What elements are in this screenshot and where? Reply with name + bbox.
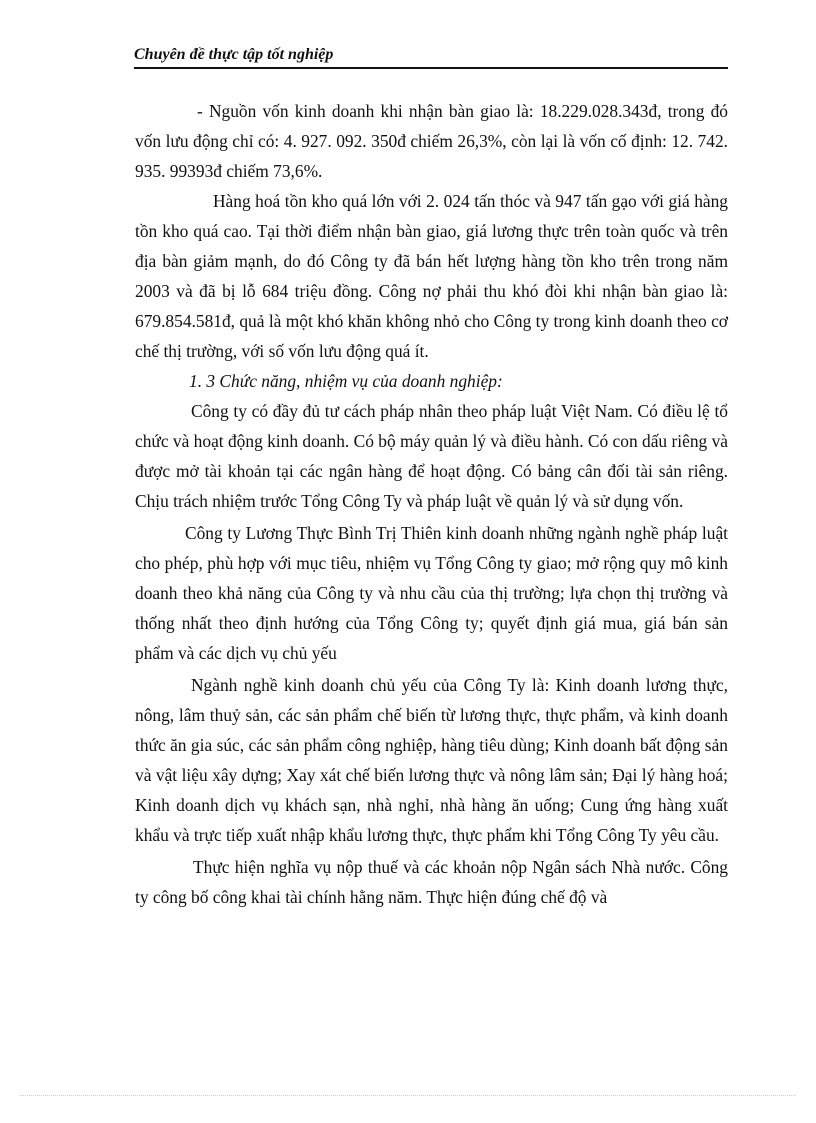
- paragraph-business-scope: Công ty Lương Thực Bình Trị Thiên kinh doanh những ngành nghề pháp luật cho phép, phù hợp với mục tiêu, nhiệm vụ Tổng Công ty giao; mở rộng quy mô kinh doanh theo khả năng của Công ty và nhu cầu của thị trường; lựa chọn thị trường và thống nhất theo định hướng của Tổng Công ty; quyết định giá mua, giá bán sản phẩm và các dịch vụ chủ yếu: [135, 523, 728, 663]
- page-header: [134, 46, 728, 69]
- section-heading: 1. 3 Chức năng, nhiệm vụ của doanh nghiệp:: [189, 371, 503, 391]
- paragraph-business-lines: Ngành nghề kinh doanh chủ yếu của Công Ty là: Kinh doanh lương thực, nông, lâm thuỷ sản, các sản phẩm chế biến từ lương thực, thực phẩm, và kinh doanh thức ăn gia súc, các sản phẩm công nghiệp, hàng tiêu dùng; Kinh doanh bất động sản và vật liệu xây dựng; Xay xát chế biến lương thực và nông lâm sản; Đại lý hàng hoá; Kinh doanh dịch vụ khách sạn, nhà nghỉ, nhà hàng ăn uống; Cung ứng hàng xuất khẩu và trực tiếp xuất nhập khẩu lương thực, thực phẩm khi Tổng Công Ty yêu cầu.: [135, 675, 728, 845]
- document-body: [135, 96, 728, 912]
- paragraph-legal-status: Công ty có đầy đủ tư cách pháp nhân theo pháp luật Việt Nam. Có điều lệ tổ chức và hoạt động kinh doanh. Có bộ máy quản lý và điều hành. Có con dấu riêng và được mở tài khoản tại các ngân hàng để hoạt động. Có bảng cân đối tài sản riêng. Chịu trách nhiệm trước Tổng Công Ty và pháp luật về quản lý và sử dụng vốn.: [135, 401, 728, 511]
- footer-divider: [20, 1095, 796, 1096]
- paragraph-inventory: Hàng hoá tồn kho quá lớn với 2. 024 tấn thóc và 947 tấn gạo với giá hàng tồn kho quá cao. Tại thời điểm nhận bàn giao, giá lương thực trên toàn quốc và trên địa bàn giảm mạnh, do đó Công ty đã bán hết lượng hàng tồn kho trên trong năm 2003 và đã bị lỗ 684 triệu đồng. Công nợ phải thu khó đòi khi nhận bàn giao là: 679.854.581đ, quả là một khó khăn không nhỏ cho Công ty trong kinh doanh theo cơ chế thị trường, với số vốn lưu động quá ít.: [135, 191, 728, 361]
- header-title: Chuyên đề thực tập tốt nghiệp: [134, 46, 334, 63]
- paragraph-capital: - Nguồn vốn kinh doanh khi nhận bàn giao là: 18.229.028.343đ, trong đó vốn lưu động chỉ có: 4. 927. 092. 350đ chiếm 26,3%, còn lại là vốn cố định: 12. 742. 935. 99393đ chiếm 73,6%.: [135, 101, 728, 181]
- paragraph-tax-obligations: Thực hiện nghĩa vụ nộp thuế và các khoản nộp Ngân sách Nhà nước. Công ty công bố công khai tài chính hằng năm. Thực hiện đúng chế độ và: [135, 857, 728, 907]
